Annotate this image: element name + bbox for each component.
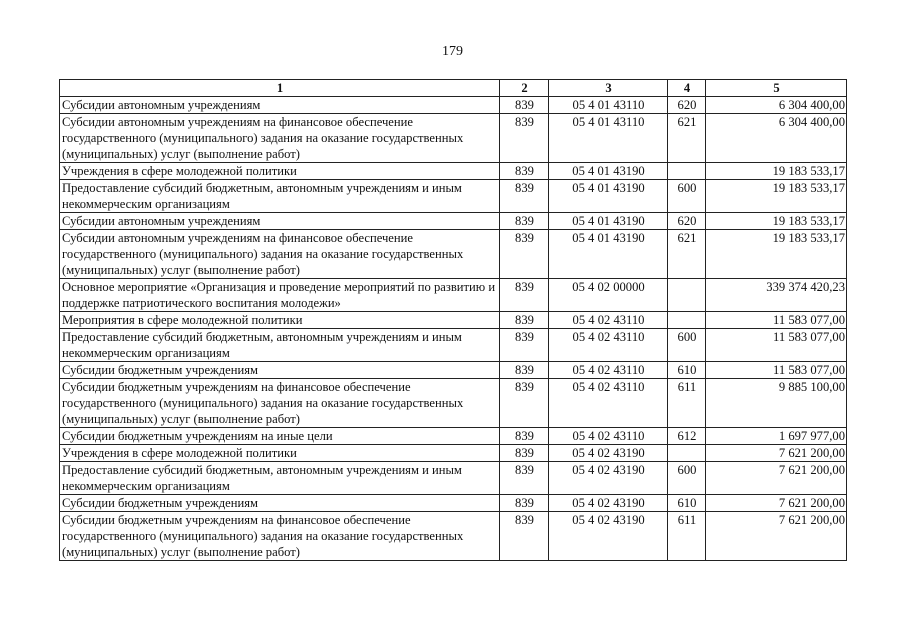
header-col-3: 3	[549, 80, 668, 97]
row-amount-cell: 9 885 100,00	[706, 379, 847, 428]
row-grbs-cell: 839	[500, 312, 549, 329]
row-code-cell: 05 4 02 00000	[549, 279, 668, 312]
table-row	[60, 428, 847, 445]
row-amount-cell: 7 621 200,00	[706, 445, 847, 462]
row-amount-cell: 11 583 077,00	[706, 362, 847, 379]
table-row	[60, 512, 847, 561]
row-name-cell: Учреждения в сфере молодежной политики	[60, 163, 500, 180]
row-grbs-cell: 839	[500, 213, 549, 230]
row-amount-cell: 11 583 077,00	[706, 329, 847, 362]
row-name-cell: Субсидии автономным учреждениям на финансовое обеспечение государственного (муниципального) задания на оказание государственных (муниципальных) услуг (выполнение работ)	[60, 114, 500, 163]
table-row	[60, 97, 847, 114]
row-code-cell: 05 4 02 43110	[549, 312, 668, 329]
row-type-cell	[668, 312, 706, 329]
table-row	[60, 114, 847, 163]
table-row	[60, 312, 847, 329]
row-amount-cell: 11 583 077,00	[706, 312, 847, 329]
row-name-cell: Субсидии бюджетным учреждениям на финансовое обеспечение государственного (муниципального) задания на оказание государственных (муниципальных) услуг (выполнение работ)	[60, 379, 500, 428]
row-code-cell: 05 4 02 43190	[549, 495, 668, 512]
table-row	[60, 379, 847, 428]
table-row	[60, 213, 847, 230]
row-code-cell: 05 4 02 43190	[549, 512, 668, 561]
row-name-cell: Субсидии автономным учреждениям на финансовое обеспечение государственного (муниципального) задания на оказание государственных (муниципальных) услуг (выполнение работ)	[60, 230, 500, 279]
row-name-cell: Субсидии бюджетным учреждениям	[60, 362, 500, 379]
row-name-cell: Субсидии автономным учреждениям	[60, 213, 500, 230]
row-grbs-cell: 839	[500, 495, 549, 512]
table-row	[60, 462, 847, 495]
row-type-cell: 620	[668, 97, 706, 114]
row-amount-cell: 19 183 533,17	[706, 230, 847, 279]
row-amount-cell: 7 621 200,00	[706, 462, 847, 495]
row-grbs-cell: 839	[500, 462, 549, 495]
row-type-cell: 611	[668, 512, 706, 561]
row-code-cell: 05 4 01 43190	[549, 230, 668, 279]
page-number: 179	[442, 44, 463, 59]
row-code-cell: 05 4 02 43110	[549, 379, 668, 428]
row-type-cell	[668, 279, 706, 312]
row-code-cell: 05 4 01 43110	[549, 114, 668, 163]
row-name-cell: Учреждения в сфере молодежной политики	[60, 445, 500, 462]
row-code-cell: 05 4 02 43110	[549, 428, 668, 445]
row-grbs-cell: 839	[500, 97, 549, 114]
table-row	[60, 279, 847, 312]
row-grbs-cell: 839	[500, 230, 549, 279]
header-col-1: 1	[60, 80, 500, 97]
row-code-cell: 05 4 01 43190	[549, 213, 668, 230]
row-amount-cell: 19 183 533,17	[706, 213, 847, 230]
row-grbs-cell: 839	[500, 114, 549, 163]
row-amount-cell: 7 621 200,00	[706, 512, 847, 561]
row-grbs-cell: 839	[500, 379, 549, 428]
row-code-cell: 05 4 02 43110	[549, 329, 668, 362]
row-code-cell: 05 4 02 43190	[549, 445, 668, 462]
row-code-cell: 05 4 02 43110	[549, 362, 668, 379]
table-row	[60, 163, 847, 180]
row-grbs-cell: 839	[500, 180, 549, 213]
row-grbs-cell: 839	[500, 428, 549, 445]
row-type-cell: 610	[668, 362, 706, 379]
row-amount-cell: 19 183 533,17	[706, 163, 847, 180]
row-type-cell	[668, 445, 706, 462]
row-code-cell: 05 4 01 43190	[549, 163, 668, 180]
row-amount-cell: 1 697 977,00	[706, 428, 847, 445]
row-name-cell: Субсидии бюджетным учреждениям	[60, 495, 500, 512]
row-name-cell: Предоставление субсидий бюджетным, автономным учреждениям и иным некоммерческим организациям	[60, 329, 500, 362]
table-row	[60, 445, 847, 462]
header-col-5: 5	[706, 80, 847, 97]
row-code-cell: 05 4 01 43190	[549, 180, 668, 213]
table-body	[60, 97, 847, 561]
header-row	[60, 80, 847, 97]
row-type-cell	[668, 163, 706, 180]
row-grbs-cell: 839	[500, 445, 549, 462]
row-name-cell: Предоставление субсидий бюджетным, автономным учреждениям и иным некоммерческим организациям	[60, 462, 500, 495]
table-row	[60, 495, 847, 512]
row-amount-cell: 339 374 420,23	[706, 279, 847, 312]
row-amount-cell: 7 621 200,00	[706, 495, 847, 512]
row-name-cell: Субсидии бюджетным учреждениям на иные цели	[60, 428, 500, 445]
table-row	[60, 329, 847, 362]
budget-table	[59, 79, 847, 561]
header-col-2: 2	[500, 80, 549, 97]
row-amount-cell: 6 304 400,00	[706, 114, 847, 163]
row-grbs-cell: 839	[500, 163, 549, 180]
row-amount-cell: 19 183 533,17	[706, 180, 847, 213]
row-type-cell: 621	[668, 230, 706, 279]
row-type-cell: 600	[668, 462, 706, 495]
row-name-cell: Субсидии бюджетным учреждениям на финансовое обеспечение государственного (муниципального) задания на оказание государственных (муниципальных) услуг (выполнение работ)	[60, 512, 500, 561]
row-grbs-cell: 839	[500, 329, 549, 362]
row-type-cell: 600	[668, 180, 706, 213]
row-type-cell: 621	[668, 114, 706, 163]
row-grbs-cell: 839	[500, 362, 549, 379]
row-name-cell: Субсидии автономным учреждениям	[60, 97, 500, 114]
row-name-cell: Мероприятия в сфере молодежной политики	[60, 312, 500, 329]
row-name-cell: Основное мероприятие «Организация и проведение мероприятий по развитию и поддержке патриотического воспитания молодежи»	[60, 279, 500, 312]
table-row	[60, 230, 847, 279]
table-row	[60, 180, 847, 213]
row-type-cell: 620	[668, 213, 706, 230]
row-type-cell: 611	[668, 379, 706, 428]
row-code-cell: 05 4 02 43190	[549, 462, 668, 495]
row-name-cell: Предоставление субсидий бюджетным, автономным учреждениям и иным некоммерческим организациям	[60, 180, 500, 213]
row-code-cell: 05 4 01 43110	[549, 97, 668, 114]
row-type-cell: 612	[668, 428, 706, 445]
row-grbs-cell: 839	[500, 512, 549, 561]
header-col-4: 4	[668, 80, 706, 97]
row-type-cell: 610	[668, 495, 706, 512]
row-type-cell: 600	[668, 329, 706, 362]
row-grbs-cell: 839	[500, 279, 549, 312]
row-amount-cell: 6 304 400,00	[706, 97, 847, 114]
table-row	[60, 362, 847, 379]
